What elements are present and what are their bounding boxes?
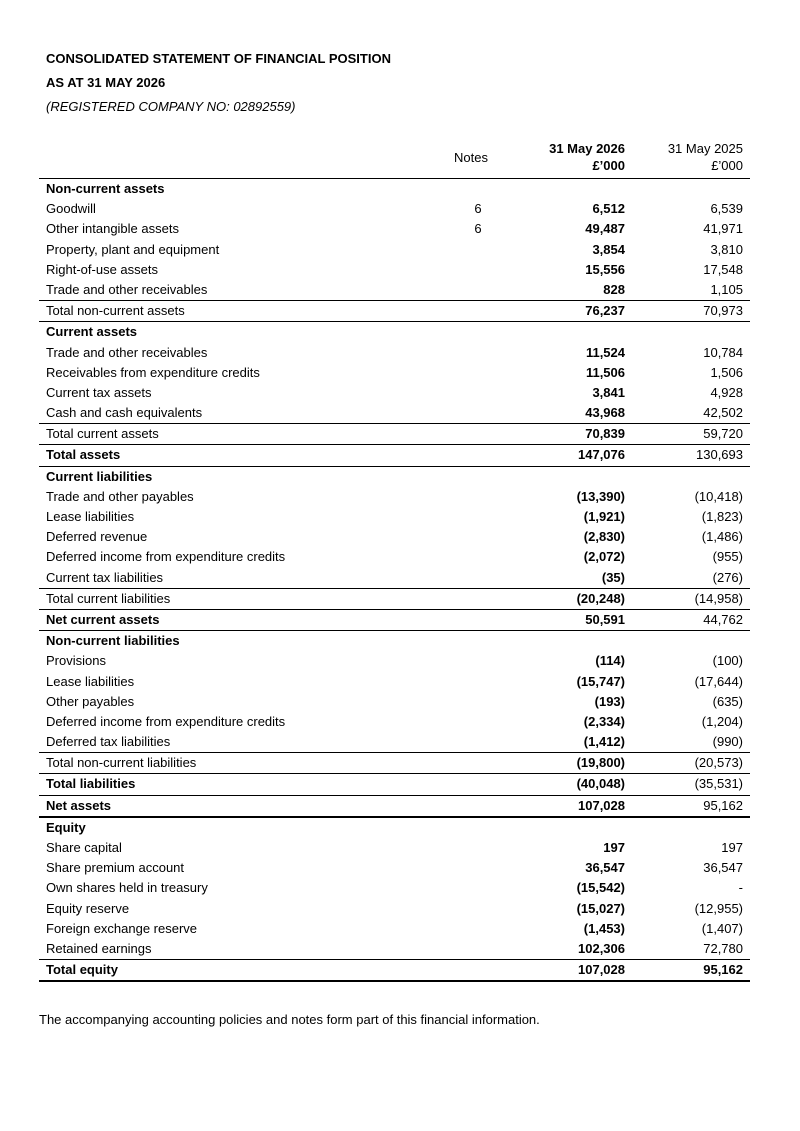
table-row	[39, 507, 750, 527]
statement-header	[46, 50, 391, 122]
current-year-value: 50,591	[585, 611, 625, 627]
row-label: Total non-current liabilities	[46, 755, 197, 771]
row-label: Current tax assets	[46, 384, 152, 400]
prior-year-value: (1,486)	[701, 529, 743, 545]
statement-title: CONSOLIDATED STATEMENT OF FINANCIAL POSITION	[46, 51, 391, 66]
table-row	[39, 838, 750, 858]
prior-year-value: 17,548	[703, 261, 743, 277]
prior-year-value: 4,928	[710, 384, 743, 400]
prior-year-value: 41,971	[703, 221, 743, 237]
prior-year-value: 95,162	[703, 797, 743, 813]
table-row	[39, 818, 750, 838]
row-label: Own shares held in treasury	[46, 880, 208, 896]
prior-year-value: (990)	[712, 734, 743, 750]
current-year-value: (114)	[595, 653, 625, 669]
row-label: Property, plant and equipment	[46, 241, 220, 257]
row-label: Current assets	[46, 324, 138, 340]
current-year-value: (1,453)	[583, 920, 625, 936]
table-row	[39, 878, 750, 898]
table-row	[39, 959, 750, 982]
row-label: Share capital	[46, 840, 122, 855]
table-row	[39, 300, 750, 322]
current-year-value: (15,027)	[576, 900, 625, 916]
table-row	[39, 423, 750, 444]
current-year-value: (193)	[594, 693, 625, 709]
current-year-value: 76,237	[585, 303, 625, 319]
row-label: Equity reserve	[46, 900, 130, 916]
row-label: Total current assets	[46, 426, 159, 442]
row-label: Right-of-use assets	[46, 261, 158, 277]
row-label: Net current assets	[46, 611, 160, 627]
current-year-value: 11,524	[585, 344, 625, 360]
table-row	[39, 568, 750, 588]
row-label: Current tax liabilities	[46, 569, 164, 585]
row-note: 6	[474, 201, 482, 217]
row-label: Net assets	[46, 797, 112, 813]
current-year-value: (15,747)	[576, 673, 625, 689]
prior-year-value: 42,502	[703, 405, 743, 421]
current-year-value: 49,487	[585, 221, 625, 237]
notes-column-header: Notes	[454, 150, 488, 165]
footnote: The accompanying accounting policies and notes form part of this financial information.	[39, 1012, 540, 1027]
table-row	[39, 527, 750, 547]
prior-year-value: (35,531)	[694, 776, 743, 792]
row-label: Cash and cash equivalents	[46, 405, 203, 421]
current-year-value: 107,028	[578, 962, 625, 978]
row-note: 6	[474, 221, 482, 237]
table-row	[39, 240, 750, 260]
row-label: Total equity	[46, 962, 118, 978]
prior-year-label: 31 May 2025	[667, 141, 743, 156]
prior-year-value: (1,204)	[701, 713, 743, 729]
registration-number: (REGISTERED COMPANY NO: 02892559)	[46, 99, 296, 114]
row-label: Total liabilities	[46, 776, 136, 792]
prior-year-value: 1,506	[710, 364, 743, 380]
financial-position-table	[39, 138, 750, 982]
table-row	[39, 343, 750, 363]
current-year-value: 102,306	[578, 940, 625, 956]
current-year-value: 828	[603, 281, 625, 297]
prior-year-value: (635)	[712, 693, 743, 709]
prior-year-value: 59,720	[703, 426, 743, 442]
prior-year-value: 1,105	[710, 281, 743, 297]
table-row	[39, 795, 750, 818]
prior-year-value: 10,784	[703, 344, 743, 360]
prior-year-value: (12,955)	[694, 900, 743, 916]
current-year-value: 147,076	[578, 447, 625, 463]
current-year-value: 36,547	[585, 860, 625, 876]
prior-year-value: 44,762	[703, 611, 743, 627]
table-row	[39, 773, 750, 794]
current-year-value: (2,334)	[583, 713, 625, 729]
table-row	[39, 732, 750, 752]
current-year-value: (20,248)	[576, 590, 625, 606]
table-row	[39, 487, 750, 507]
table-row	[39, 752, 750, 773]
row-label: Current liabilities	[46, 468, 153, 484]
table-row	[39, 899, 750, 919]
current-year-label: 31 May 2026	[549, 141, 625, 156]
prior-year-value: 36,547	[703, 860, 743, 876]
prior-year-value: 6,539	[710, 201, 743, 217]
current-year-value: (13,390)	[576, 488, 625, 504]
row-label: Lease liabilities	[46, 509, 135, 524]
prior-year-value: 130,693	[696, 447, 743, 463]
prior-year-unit: £’000	[711, 158, 743, 173]
row-label: Foreign exchange reserve	[46, 920, 198, 936]
row-label: Non-current assets	[46, 181, 165, 196]
table-row	[39, 260, 750, 280]
current-year-value: (40,048)	[576, 776, 625, 792]
current-year-value: (2,072)	[583, 549, 625, 565]
current-year-value: 11,506	[585, 364, 625, 380]
table-row	[39, 280, 750, 300]
table-row	[39, 383, 750, 403]
table-row	[39, 692, 750, 712]
table-row	[39, 467, 750, 487]
prior-year-value: (17,644)	[694, 673, 743, 689]
table-row	[39, 919, 750, 939]
row-label: Trade and other receivables	[46, 344, 208, 360]
table-row	[39, 219, 750, 239]
row-label: Other intangible assets	[46, 221, 179, 237]
row-label: Receivables from expenditure credits	[46, 364, 260, 380]
row-label: Provisions	[46, 653, 106, 669]
current-year-value: (35)	[601, 569, 625, 585]
row-label: Total assets	[46, 447, 121, 463]
row-label: Trade and other receivables	[46, 281, 208, 297]
row-label: Trade and other payables	[46, 488, 194, 504]
table-row	[39, 547, 750, 567]
prior-year-column-header	[637, 140, 743, 174]
current-year-value: (1,412)	[583, 734, 625, 750]
table-row	[39, 858, 750, 878]
table-row	[39, 712, 750, 732]
table-row	[39, 651, 750, 671]
prior-year-value: (100)	[712, 653, 743, 669]
prior-year-value: (955)	[712, 549, 743, 565]
row-label: Share premium account	[46, 860, 185, 876]
row-label: Deferred income from expenditure credits	[46, 549, 286, 565]
prior-year-value: (20,573)	[694, 755, 743, 771]
table-row	[39, 199, 750, 219]
current-year-value: (2,830)	[583, 529, 625, 545]
current-year-value: 6,512	[592, 201, 625, 217]
row-label: Lease liabilities	[46, 673, 135, 689]
current-year-value: (15,542)	[576, 880, 625, 896]
current-year-value: 43,968	[585, 405, 625, 421]
table-row	[39, 403, 750, 423]
table-row	[39, 179, 750, 199]
current-year-value: 197	[603, 840, 625, 855]
row-label: Total current liabilities	[46, 590, 171, 606]
prior-year-value: (1,407)	[701, 920, 743, 936]
prior-year-value: (10,418)	[694, 488, 743, 504]
prior-year-value: (1,823)	[701, 509, 743, 524]
current-year-value: (1,921)	[583, 509, 625, 524]
current-year-value: (19,800)	[576, 755, 625, 771]
row-label: Equity	[46, 819, 86, 835]
row-label: Deferred tax liabilities	[46, 734, 171, 750]
row-label: Total non-current assets	[46, 303, 185, 319]
current-year-value: 70,839	[585, 426, 625, 442]
table-row	[39, 444, 750, 466]
prior-year-value: 197	[721, 840, 743, 855]
row-label: Retained earnings	[46, 940, 152, 956]
table-row	[39, 631, 750, 651]
current-year-column-header	[517, 140, 625, 174]
table-row	[39, 363, 750, 383]
prior-year-value: 95,162	[703, 962, 743, 978]
statement-date: AS AT 31 MAY 2026	[46, 75, 166, 90]
column-headers	[39, 138, 750, 179]
current-year-value: 15,556	[585, 261, 625, 277]
current-year-unit: £’000	[592, 158, 625, 173]
table-body	[39, 179, 750, 982]
table-row	[39, 939, 750, 959]
table-row	[39, 322, 750, 342]
row-label: Non-current liabilities	[46, 633, 180, 649]
prior-year-value: 72,780	[703, 940, 743, 956]
table-row	[39, 588, 750, 609]
prior-year-value: (14,958)	[694, 590, 743, 606]
row-label: Other payables	[46, 693, 135, 709]
current-year-value: 3,854	[592, 241, 625, 257]
row-label: Goodwill	[46, 201, 96, 217]
current-year-value: 107,028	[578, 797, 625, 813]
table-row	[39, 609, 750, 631]
row-label: Deferred income from expenditure credits	[46, 713, 286, 729]
prior-year-value: (276)	[712, 569, 743, 585]
prior-year-value: -	[738, 880, 743, 896]
prior-year-value: 3,810	[710, 241, 743, 257]
current-year-value: 3,841	[592, 384, 625, 400]
prior-year-value: 70,973	[703, 303, 743, 319]
row-label: Deferred revenue	[46, 529, 148, 545]
table-row	[39, 672, 750, 692]
